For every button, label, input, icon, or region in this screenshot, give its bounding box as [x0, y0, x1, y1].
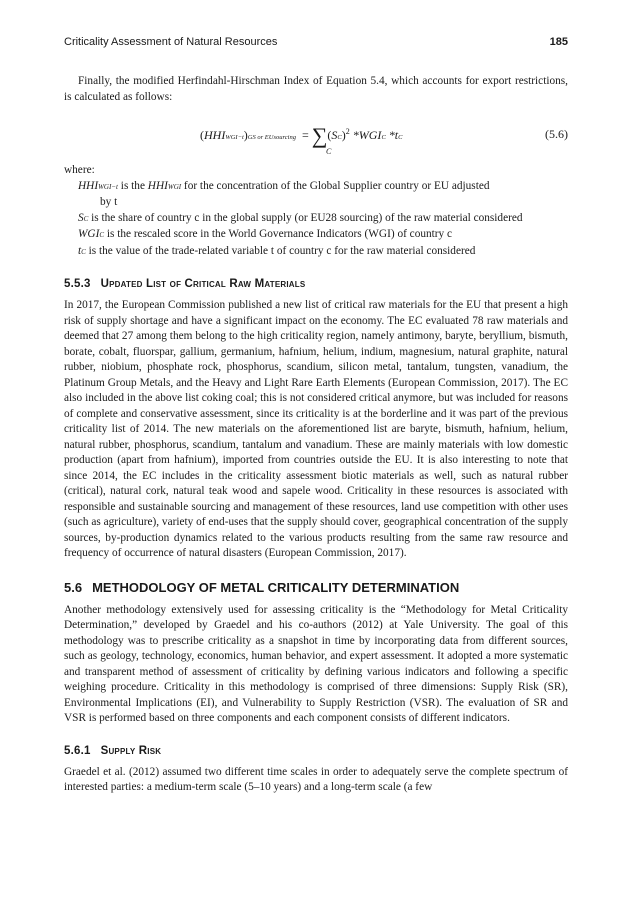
intro-paragraph: Finally, the modified Herfindahl-Hirschman Index of Equation 5.4, which accounts for export restrictions, is calculated as follows: — [64, 75, 568, 103]
def-sub: C — [99, 231, 105, 239]
def-cont: by t — [100, 196, 118, 208]
def-sym2: HHI — [147, 179, 168, 192]
definition-wgi — [64, 227, 568, 244]
def-sym: WGI — [78, 228, 100, 240]
equation-5-6 — [64, 113, 568, 159]
section-number: 5.6 — [64, 579, 83, 595]
definition-t — [64, 244, 568, 261]
sum-index: C — [326, 147, 332, 156]
definition-hhi — [64, 179, 568, 211]
def-sym: t — [78, 244, 82, 257]
def-sym: HHI — [78, 179, 99, 192]
def-rest: is the share of country c in the global supply (or EU28 sourcing) of the raw material considered — [88, 211, 523, 224]
eq-s: S — [331, 128, 338, 142]
eq-t: *t — [388, 128, 399, 142]
section-number: 5.5.3 — [64, 278, 91, 290]
running-title: Criticality Assessment of Natural Resources — [64, 36, 278, 48]
sum-symbol: ∑ — [311, 123, 328, 148]
eq-wgi: *WGI — [352, 128, 382, 142]
definition-s — [64, 211, 568, 228]
section-5-6-paragraph: Another methodology extensively used for assessing criticality is the “Methodology for Metal Criticality Determination,” developed by Graedel and his co-authors (2012) at Yale University. The goal of this methodology was to prescribe criticality as a snapshot in time by incorporating data from different sources, such as geology, technology, economics, human behavior, and expert assessment. It adopted a more systematic and transparent method of assessment of criticality by defining various indicators and following a specific weighing procedure. Criticality in this methodology is comprised of three dimensions: Supply Risk (SR), Environmental Implications (EI), and Vulnerability to Supply Restriction (VSR). The evaluation of SR and VSR is performed based on three components and each component consists of different indicators. — [64, 603, 568, 724]
eq-lhs-sub2: GS or EU — [247, 134, 274, 141]
eq-lhs-sub: WGI−t — [225, 134, 244, 141]
where-label: where: — [64, 164, 95, 176]
content — [64, 74, 568, 796]
def-rest: is the rescaled score in the World Governance Indicators (WGI) of country c — [104, 228, 453, 240]
section-title: Updated List of Critical Raw Materials — [100, 278, 306, 290]
section-number: 5.6.1 — [64, 744, 91, 757]
page-number: 185 — [549, 36, 568, 48]
def-sub: WGI−t — [98, 182, 118, 191]
eq-t-sub: C — [398, 134, 403, 141]
section-title: METHODOLOGY OF METAL CRITICALITY DETERMINATION — [92, 579, 460, 595]
section-5-5-3-paragraph: In 2017, the European Commission published a new list of critical raw materials for the EU that present a high risk of supply shortage and have a significant impact on the economy. The EC evaluated 78 raw materials and deemed that 27 among them belong to the high criticality region, namely antimony, baryte, beryllium, bismuth, borate, cobalt, fluorspar, gallium, germanium, hafnium, helium, indium, magnesium, natural graphite, natural rubber, niobium, phosphate rock, phosphorus, scandium, silicon metal, tantalum, tungsten, vanadium, the Platinum Group Metals, and the Heavy and Light Rare Earth Elements (European Commission, 2017). The EC also included in the above list coking coal; this is not considered critical anymore, but was included for reasons of complete and conservative assessment, since its criticality is at the borderline and it was part of the previous criticality list of 2014. The new materials on the aforementioned list are baryte, bismuth, hafnium, helium, natural rubber, phosphorus, scandium, tantalum and vanadium. These are mainly materials with low domestic production (apart from hafnium), imported from countries outside the EU. It is also interesting to note that since 2014, the EC includes in the criticality assessment biotic materials as well, such as natural rubber (critical), natural cork, natural teak wood and sapele wood. Criticality in these resources is associated with responsible and sustainable sourcing and management of these resources, land use competition with other uses (such as agriculture), variety of end-uses that the supply should cover, geographical concentration of the supply sources, by-production dynamics related to the various products resulting from the same raw resource and frequency of occurrence of natural disasters (European Commission, 2017). — [64, 299, 568, 559]
def-text: is the — [117, 179, 148, 192]
def-sym: S — [78, 211, 84, 224]
eq-wgi-sub: C — [381, 134, 386, 141]
section-5-6-1-paragraph: Graedel et al. (2012) assumed two different time scales in order to adequately serve the complete spectrum of interested parties: a medium-term scale (5–10 years) and a long-term scale (a few — [64, 765, 568, 793]
eq-lhs: HHI — [204, 128, 226, 142]
def-rest: for the concentration of the Global Supplier country or EU adjusted — [181, 179, 490, 192]
eq-s-sub: C — [337, 134, 342, 141]
section-5-5-3-heading — [64, 278, 568, 290]
section-title: Supply Risk — [100, 744, 162, 757]
eq-lhs-sub3: sourcing — [273, 134, 296, 141]
def-sub: C — [81, 247, 86, 256]
def-sub2: WGI — [167, 182, 182, 191]
equation-formula: (HHIWGI−t)GS or EUsourcing = ∑(SC)$^2$ *WGIC *tC — [200, 123, 403, 148]
eq-exp: 2 — [345, 127, 350, 136]
section-5-6-heading — [64, 580, 568, 595]
section-5-6-1-heading — [64, 745, 568, 757]
def-rest: is the value of the trade-related variable t of country c for the raw material considered — [85, 244, 476, 257]
def-sub: C — [83, 214, 89, 223]
equation-number: (5.6) — [545, 127, 568, 141]
